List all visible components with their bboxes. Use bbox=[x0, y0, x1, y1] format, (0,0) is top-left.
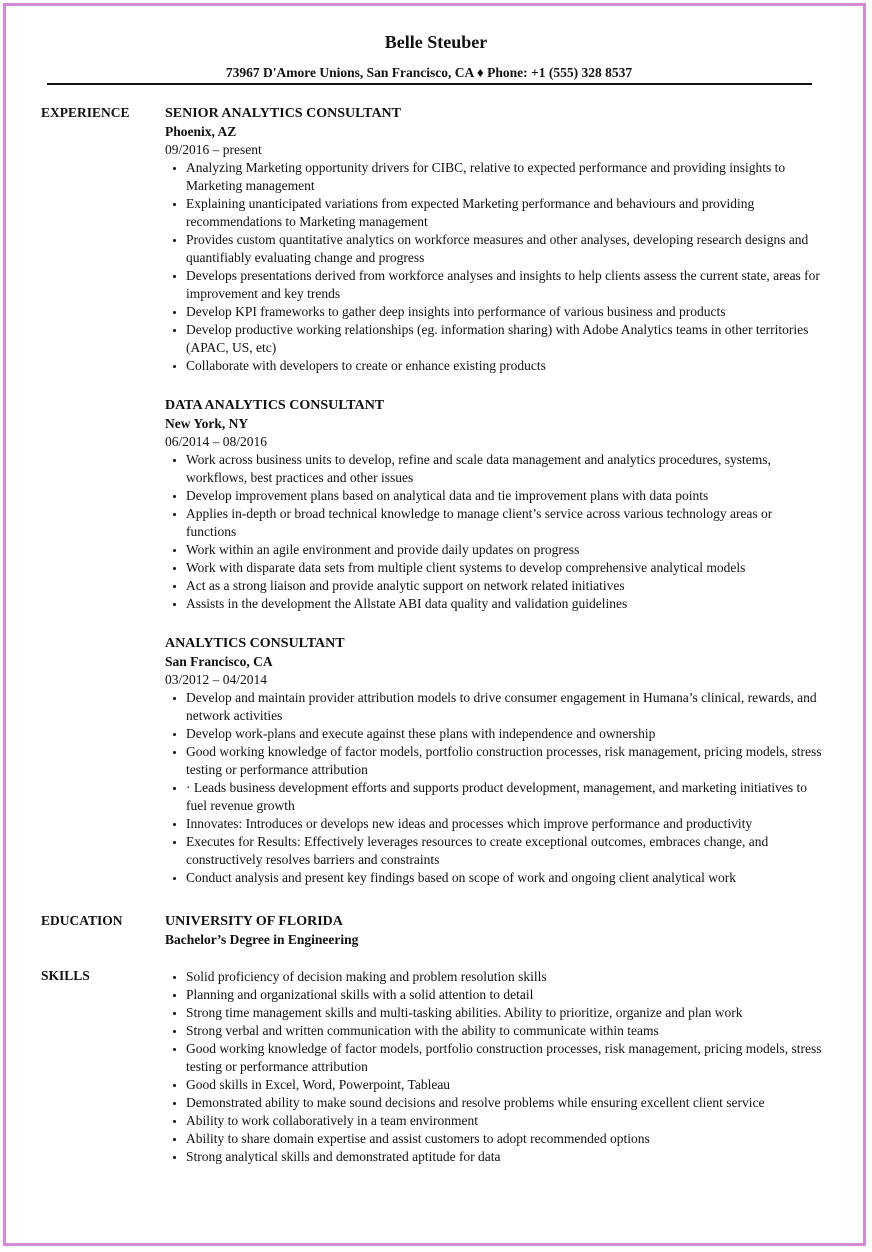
list-item: • Applies in-depth or broad technical knowledge to manage client’s service across various technology areas or functions bbox=[186, 505, 825, 541]
list-item: • Conduct analysis and present key findings based on scope of work and ongoing client analytical work bbox=[186, 869, 825, 887]
contact-line: 73967 D'Amore Unions, San Francisco, CA ♦ Phone: +1 (555) 328 8537 bbox=[225, 65, 633, 80]
list-item: • Strong time management skills and multi-tasking abilities. Ability to prioritize, organize and plan work bbox=[186, 1004, 825, 1022]
list-item: • Develop KPI frameworks to gather deep insights into performance of various business and products bbox=[186, 303, 825, 321]
job-location: San Francisco, CA bbox=[165, 654, 273, 669]
education-label: EDUCATION bbox=[41, 913, 123, 928]
list-item: • Good working knowledge of factor models, portfolio construction processes, risk management, pricing models, stress testing or performance attribution bbox=[186, 743, 825, 779]
skills-label: SKILLS bbox=[41, 968, 90, 983]
job-entry bbox=[165, 635, 825, 887]
job-location: New York, NY bbox=[165, 416, 249, 431]
list-item: • Ability to work collaboratively in a team environment bbox=[186, 1112, 825, 1130]
list-item: • Innovates: Introduces or develops new ideas and processes which improve performance and productivity bbox=[186, 815, 825, 833]
job-entry bbox=[165, 397, 825, 613]
experience-label: EXPERIENCE bbox=[41, 105, 130, 120]
skills-bullets bbox=[165, 968, 825, 1166]
list-item: • Strong verbal and written communication with the ability to communicate within teams bbox=[186, 1022, 825, 1040]
list-item: • Good skills in Excel, Word, Powerpoint, Tableau bbox=[186, 1076, 825, 1094]
job-dates: 03/2012 – 04/2014 bbox=[165, 672, 268, 687]
list-item: • Develop productive working relationships (eg. information sharing) with Adobe Analytics teams in other territories (APAC, US, etc) bbox=[186, 321, 825, 357]
list-item: • Develop and maintain provider attribution models to drive consumer engagement in Humana’s clinical, rewards, and network activities bbox=[186, 689, 825, 725]
list-item: • Work within an agile environment and provide daily updates on progress bbox=[186, 541, 825, 559]
school-name: UNIVERSITY OF FLORIDA bbox=[165, 914, 343, 929]
job-title: SENIOR ANALYTICS CONSULTANT bbox=[165, 106, 402, 121]
list-item: • · Leads business development efforts and supports product development, management, and marketing initiatives to fuel revenue growth bbox=[186, 779, 825, 815]
list-item: • Planning and organizational skills with a solid attention to detail bbox=[186, 986, 825, 1004]
job-bullets bbox=[165, 689, 825, 887]
degree: Bachelor’s Degree in Engineering bbox=[165, 932, 359, 947]
job-title: DATA ANALYTICS CONSULTANT bbox=[165, 398, 385, 413]
job-dates: 09/2016 – present bbox=[165, 142, 262, 157]
job-bullets bbox=[165, 159, 825, 375]
list-item: • Develops presentations derived from workforce analyses and insights to help clients assess the current state, areas for improvement and key trends bbox=[186, 267, 825, 303]
list-item: • Provides custom quantitative analytics on workforce measures and other analyses, developing research designs and quantifiably evaluating change and progress bbox=[186, 231, 825, 267]
list-item: • Develop work-plans and execute against these plans with independence and ownership bbox=[186, 725, 825, 743]
list-item: • Collaborate with developers to create or enhance existing products bbox=[186, 357, 825, 375]
job-dates: 06/2014 – 08/2016 bbox=[165, 434, 268, 449]
header-divider bbox=[47, 83, 812, 85]
job-entry bbox=[165, 105, 825, 375]
list-item: • Work across business units to develop, refine and scale data management and analytics procedures, systems, workflows, best practices and other issues bbox=[186, 451, 825, 487]
skills-list bbox=[165, 968, 825, 1166]
list-item: • Good working knowledge of factor models, portfolio construction processes, risk management, pricing models, stress testing or performance attribution bbox=[186, 1040, 825, 1076]
list-item: • Act as a strong liaison and provide analytic support on network related initiatives bbox=[186, 577, 825, 595]
job-bullets bbox=[165, 451, 825, 613]
list-item: • Assists in the development the Allstate ABI data quality and validation guidelines bbox=[186, 595, 825, 613]
list-item: • Solid proficiency of decision making and problem resolution skills bbox=[186, 968, 825, 986]
list-item: • Develop improvement plans based on analytical data and tie improvement plans with data points bbox=[186, 487, 825, 505]
list-item: • Demonstrated ability to make sound decisions and resolve problems while ensuring excellent client service bbox=[186, 1094, 825, 1112]
list-item: • Analyzing Marketing opportunity drivers for CIBC, relative to expected performance and providing insights to Marketing management bbox=[186, 159, 825, 195]
education-entry bbox=[165, 913, 825, 949]
list-item: • Explaining unanticipated variations from expected Marketing performance and behaviours and providing recommendations to Marketing management bbox=[186, 195, 825, 231]
list-item: • Strong analytical skills and demonstrated aptitude for data bbox=[186, 1148, 825, 1166]
list-item: • Executes for Results: Effectively leverages resources to create exceptional outcomes, embraces change, and constructively resolves barriers and constraints bbox=[186, 833, 825, 869]
job-location: Phoenix, AZ bbox=[165, 124, 237, 139]
candidate-name: Belle Steuber bbox=[384, 32, 488, 52]
job-title: ANALYTICS CONSULTANT bbox=[165, 636, 345, 651]
list-item: • Ability to share domain expertise and assist customers to adopt recommended options bbox=[186, 1130, 825, 1148]
list-item: • Work with disparate data sets from multiple client systems to develop comprehensive analytical models bbox=[186, 559, 825, 577]
